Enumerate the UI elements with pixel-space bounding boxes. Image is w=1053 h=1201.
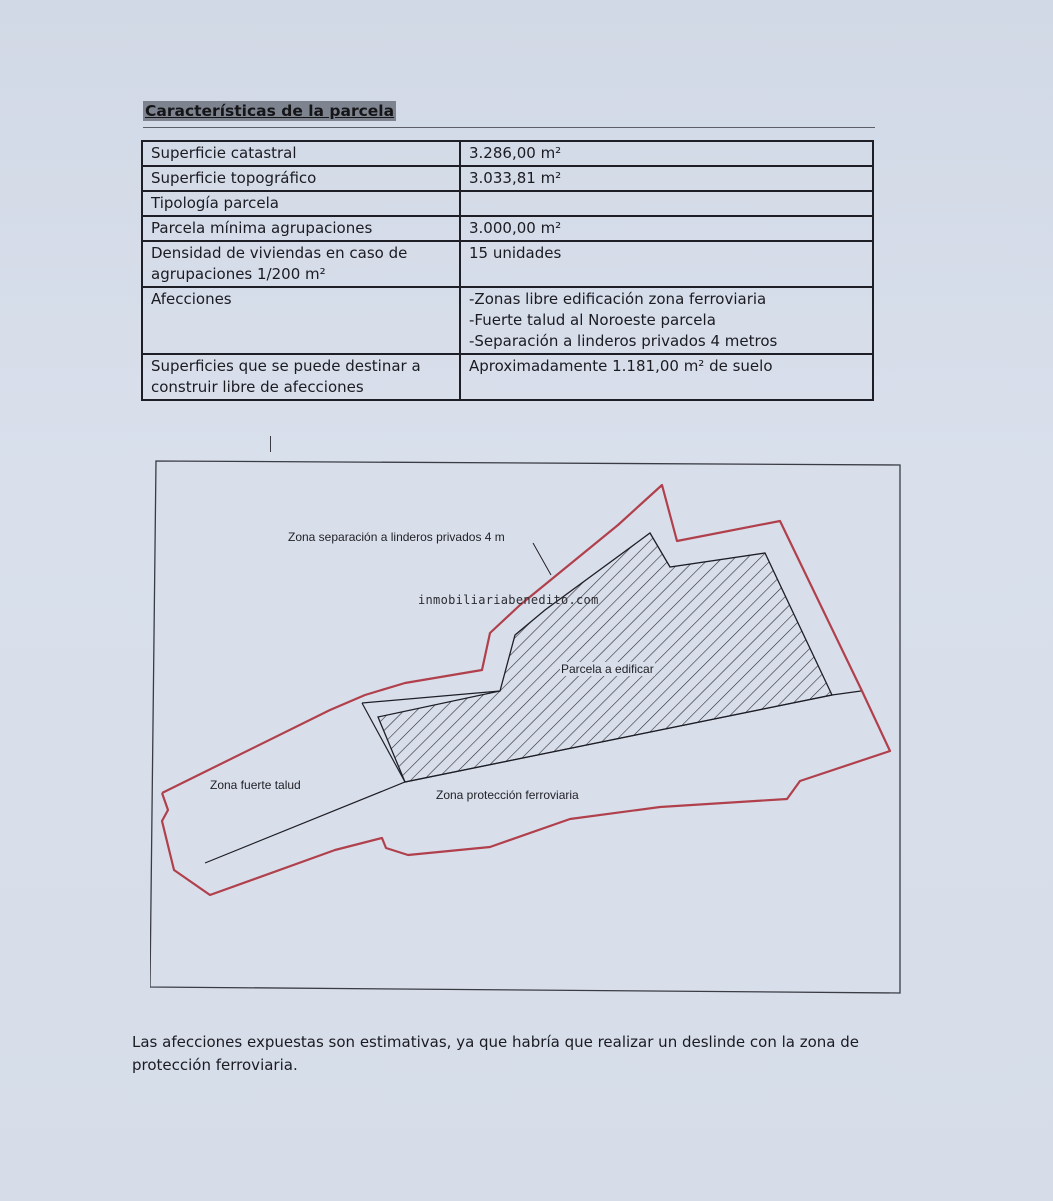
property-value-cell <box>460 287 873 354</box>
property-value <box>469 193 864 214</box>
title-divider <box>143 127 875 128</box>
property-label-cell <box>142 166 460 191</box>
parcel-map <box>150 455 902 995</box>
property-value: 15 unidades <box>469 244 562 262</box>
buildable-parcel-label: Parcela a edificar <box>561 662 654 676</box>
property-value: 3.033,81 m² <box>469 169 562 187</box>
table-row <box>142 166 873 191</box>
section-title: Características de la parcela <box>145 102 395 120</box>
property-value-cell <box>460 216 873 241</box>
footnote-text: Las afecciones expuestas son estimativas, ya que habría que realizar un deslinde con la zona de protección ferroviaria. <box>132 1033 859 1074</box>
property-value: -Zonas libre edificación zona ferroviaria <box>469 290 767 308</box>
property-label-cell <box>142 354 460 400</box>
property-value: 3.000,00 m² <box>469 219 562 237</box>
property-label-cell <box>142 287 460 354</box>
property-label: Densidad de viviendas en caso de <box>151 244 408 262</box>
watermark-text: inmobiliariabenedito.com <box>418 593 599 607</box>
table-row <box>142 241 873 287</box>
property-value: Aproximadamente 1.181,00 m² de suelo <box>469 357 773 375</box>
property-value: -Separación a linderos privados 4 metros <box>469 332 778 350</box>
property-value-cell <box>460 354 873 400</box>
property-label: Parcela mínima agrupaciones <box>151 219 373 237</box>
table-row <box>142 191 873 216</box>
parcel-properties-table <box>141 140 874 401</box>
stray-mark <box>270 436 271 452</box>
property-label-cell <box>142 241 460 287</box>
parcel-map-drawing <box>150 455 902 995</box>
table-row <box>142 141 873 166</box>
table-row <box>142 216 873 241</box>
property-value: -Fuerte talud al Noroeste parcela <box>469 311 716 329</box>
table-row <box>142 354 873 400</box>
property-label: agrupaciones 1/200 m² <box>151 265 326 283</box>
property-label-cell <box>142 141 460 166</box>
property-label-cell <box>142 191 460 216</box>
property-label: Afecciones <box>151 290 232 308</box>
property-value-cell <box>460 241 873 287</box>
table-row <box>142 287 873 354</box>
property-value: 3.286,00 m² <box>469 144 562 162</box>
rail-protection-zone-label: Zona protección ferroviaria <box>436 788 579 802</box>
property-value-cell <box>460 141 873 166</box>
property-label: Tipología parcela <box>151 194 279 212</box>
property-label-cell <box>142 216 460 241</box>
property-label: Superficie catastral <box>151 144 297 162</box>
property-label: Superficie topográfico <box>151 169 317 187</box>
property-label: construir libre de afecciones <box>151 378 364 396</box>
property-value-cell <box>460 191 873 216</box>
property-label: Superficies que se puede destinar a <box>151 357 421 375</box>
steep-slope-zone-label: Zona fuerte talud <box>210 778 301 792</box>
separation-zone-label: Zona separación a linderos privados 4 m <box>288 530 505 544</box>
property-value-cell <box>460 166 873 191</box>
